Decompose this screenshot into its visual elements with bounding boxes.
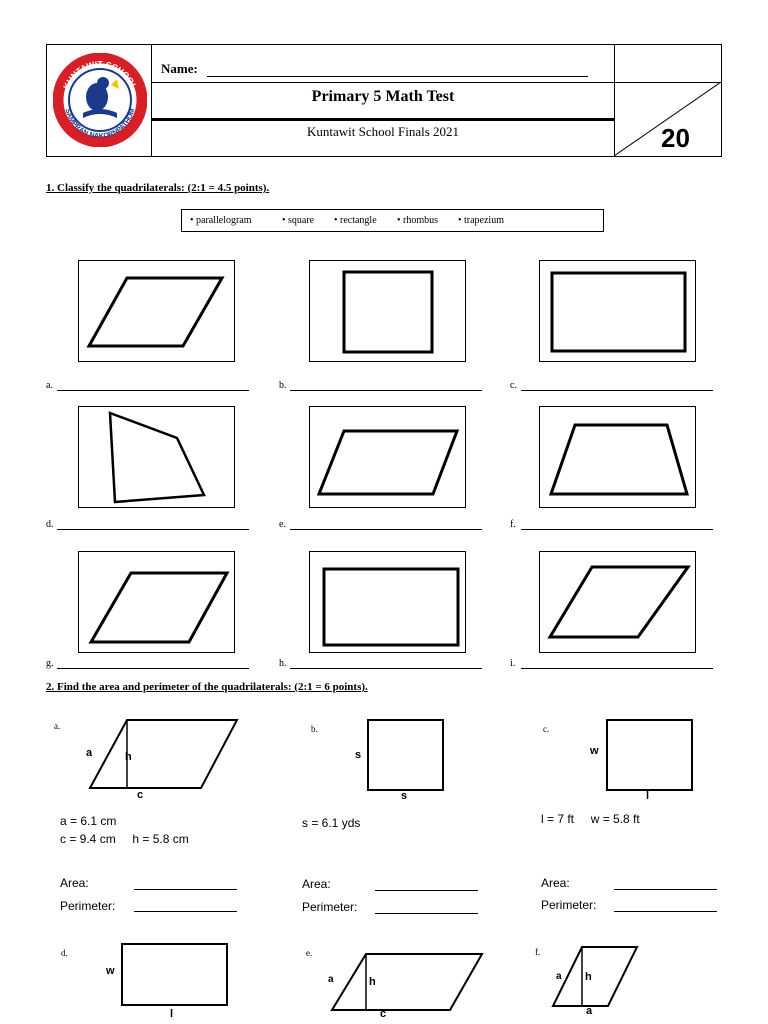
perimeter-label: Perimeter: xyxy=(541,898,597,912)
figure-c-rectangle xyxy=(605,718,695,792)
item-letter: e. xyxy=(279,519,286,530)
answer-line-c[interactable] xyxy=(521,390,713,391)
answer-line-b[interactable] xyxy=(290,390,482,391)
figure-d-label-side: w xyxy=(106,965,115,977)
answer-line-h[interactable] xyxy=(290,668,482,669)
logo-text-bottom: SAMPRAN NAKORNPATHOM xyxy=(63,107,137,141)
perimeter-answer-b[interactable] xyxy=(375,913,478,914)
word-bank-item: • square xyxy=(282,215,315,226)
word-bank-item: • trapezium xyxy=(458,215,504,226)
item-letter: f. xyxy=(510,519,516,530)
page-subtitle: Kuntawit School Finals 2021 xyxy=(306,124,460,139)
item-letter: e. xyxy=(306,948,313,958)
figure-d-label-base: l xyxy=(170,1008,174,1020)
figure-c-label-base: l xyxy=(646,790,650,802)
area-label: Area: xyxy=(60,876,89,890)
item-letter: g. xyxy=(46,658,54,669)
shape-box-h xyxy=(309,551,466,653)
perimeter-answer-a[interactable] xyxy=(134,911,237,912)
page-title: Primary 5 Math Test xyxy=(311,88,455,105)
shape-box-e xyxy=(309,406,466,508)
item-letter: a. xyxy=(54,721,61,731)
word-bank-item: • rectangle xyxy=(334,215,377,226)
shape-box-g xyxy=(78,551,235,653)
item-letter: c. xyxy=(543,724,550,734)
given-a-line2: c = 9.4 cm h = 5.8 cm xyxy=(60,832,189,846)
given-c-line1: l = 7 ft w = 5.8 ft xyxy=(541,812,640,826)
perimeter-label: Perimeter: xyxy=(60,899,116,913)
item-letter: i. xyxy=(510,658,516,669)
name-label: Name: xyxy=(161,61,198,76)
shape-box-a xyxy=(78,260,235,362)
item-letter: d. xyxy=(61,948,68,958)
school-logo xyxy=(53,53,147,147)
word-bank-item: • parallelogram xyxy=(190,215,252,226)
figure-f-label-base: a xyxy=(586,1005,593,1017)
section1-heading: 1. Classify the quadrilaterals: (2:1 = 4.5 points). xyxy=(46,182,270,194)
header-table xyxy=(46,44,722,157)
item-letter: f. xyxy=(535,947,541,957)
figure-b-label-side: s xyxy=(355,749,362,761)
figure-e-label-base: c xyxy=(380,1008,387,1020)
answer-line-e[interactable] xyxy=(290,529,482,530)
area-answer-c[interactable] xyxy=(614,889,717,890)
name-field[interactable] xyxy=(207,76,588,77)
logo-text-top: KUNTAWIT SCHOOL xyxy=(61,58,139,91)
figure-d-rectangle xyxy=(120,942,230,1008)
shape-box-i xyxy=(539,551,696,653)
given-a-line1: a = 6.1 cm xyxy=(60,814,117,828)
area-label: Area: xyxy=(541,876,570,890)
perimeter-answer-c[interactable] xyxy=(614,911,717,912)
shape-box-b xyxy=(309,260,466,362)
figure-e-label-side: a xyxy=(328,974,334,985)
figure-c-label-side: w xyxy=(590,745,599,757)
figure-a-label-base: c xyxy=(137,789,144,801)
answer-line-g[interactable] xyxy=(57,668,249,669)
given-b-line1: s = 6.1 yds xyxy=(302,816,361,830)
figure-a-label-side: a xyxy=(86,747,93,759)
shape-box-d xyxy=(78,406,235,508)
answer-line-i[interactable] xyxy=(521,668,713,669)
shape-box-c xyxy=(539,260,696,362)
answer-line-f[interactable] xyxy=(521,529,713,530)
figure-e-label-height: h xyxy=(369,976,376,988)
figure-a-parallelogram xyxy=(60,715,250,805)
item-letter: c. xyxy=(510,380,517,391)
figure-b-square xyxy=(366,718,446,792)
perimeter-label: Perimeter: xyxy=(302,900,358,914)
item-letter: a. xyxy=(46,380,53,391)
area-answer-b[interactable] xyxy=(375,890,478,891)
shape-box-f xyxy=(539,406,696,508)
item-letter: h. xyxy=(279,658,287,669)
item-letter: b. xyxy=(279,380,287,391)
total-score: 20 xyxy=(661,123,690,153)
answer-line-d[interactable] xyxy=(57,529,249,530)
figure-e-parallelogram xyxy=(318,950,488,1014)
answer-line-a[interactable] xyxy=(57,390,249,391)
item-letter: b. xyxy=(311,724,318,734)
figure-f-label-side: a xyxy=(556,971,562,982)
figure-b-label-base: s xyxy=(401,790,408,802)
header-divider-title xyxy=(151,118,615,121)
area-label: Area: xyxy=(302,877,331,891)
area-answer-a[interactable] xyxy=(134,889,237,890)
section2-heading: 2. Find the area and perimeter of the quadrilaterals: (2:1 = 6 points). xyxy=(46,681,368,693)
word-bank-item: • rhombus xyxy=(397,215,439,226)
figure-a-label-height: h xyxy=(125,751,132,763)
figure-f-label-height: h xyxy=(585,971,592,983)
item-letter: d. xyxy=(46,519,54,530)
word-bank xyxy=(181,209,604,232)
